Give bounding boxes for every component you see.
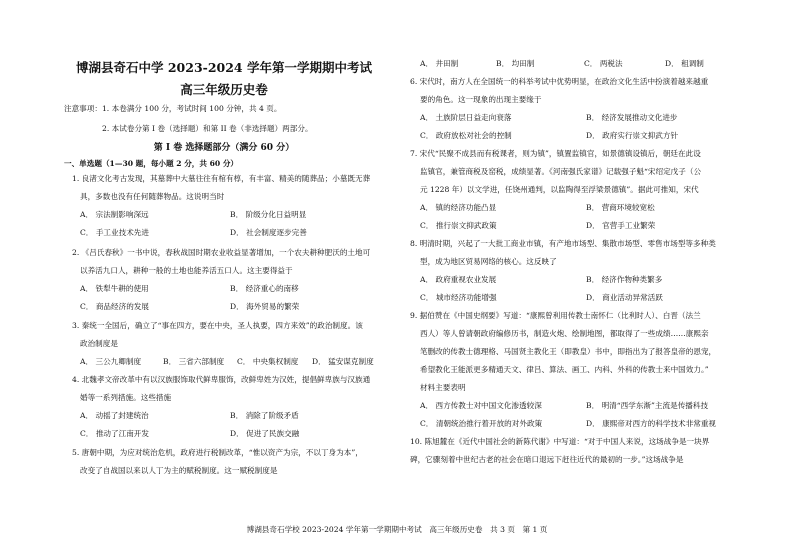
q1-option-a: A． 宗法制影响深远: [80, 210, 149, 219]
q6-option-b: B． 经济发展推动文化进步: [586, 113, 678, 122]
q1-option-c: C． 手工业技术先进: [80, 228, 149, 237]
q9-stem-2: 西人）等人曾请朝政府编修历书，制造火炮、绘制地图，都取得了一些成绩……康熙亲: [420, 329, 709, 338]
page-footer: 博湖县奇石学校 2023-2024 学年第一学期期中考试 高三年级历史卷 共 3 页 第 1 页: [246, 525, 548, 534]
q7-stem-1: 7. 宋代“民聚不成县而有税课者，则为镇”，镇置监镇官，如景德镇设镇后，朝廷在此设: [410, 149, 701, 158]
q4-stem-1: 4. 北魏孝文帝改革中有以汉族服饰取代鲜卑服饰，改鲜卑姓为汉姓，提倡鲜卑族与汉族通: [72, 375, 371, 384]
q2-stem-2: 以养活九口人，耕种一般的土地也能养活五口人。这主要得益于: [80, 266, 293, 275]
q5-option-b: B． 均田制: [496, 59, 535, 68]
q8-option-d: D． 商业活动异常活跃: [586, 293, 663, 302]
q5-option-d: D． 租调制: [665, 59, 704, 68]
q2-option-b: B． 经济重心的南移: [230, 284, 299, 293]
q9-option-a: A． 西方传教士对中国文化渗透较深: [420, 401, 542, 410]
q8-option-c: C． 城市经济功能增强: [420, 293, 497, 302]
q1-option-d: D． 社会制度逐步完善: [230, 228, 307, 237]
q3-option-a: A． 三公九卿制度: [80, 357, 142, 366]
q2-option-d: D． 海外贸易的繁荣: [230, 302, 300, 311]
q2-option-c: C． 商品经济的发展: [80, 302, 149, 311]
q4-option-a: A． 动摇了封建统治: [80, 411, 149, 420]
q5-option-a: A． 井田制: [420, 59, 459, 68]
q9-option-c: C． 清朝统治推行着开放的对外政策: [420, 419, 543, 428]
notes-line-1: 注意事项：1. 本卷满分 100 分，考试时间 100 分钟，共 4 页。: [64, 104, 282, 113]
q4-option-d: D． 促进了民族交融: [230, 429, 300, 438]
q7-option-b: B． 营商环境较宽松: [586, 203, 655, 212]
q7-option-c: C． 推行崇文抑武政策: [420, 221, 497, 230]
q3-option-c: C． 中央集权制度: [237, 357, 299, 366]
q9-stem-3: 笔删改的传教士德理格、马国贤主教化王（即教皇）书中，即指出为了报答皇帝的恩宠，: [420, 347, 717, 356]
q6-option-a: A． 土族阶层日益走向衰落: [420, 113, 512, 122]
q10-stem-1: 10. 陈旭麓在《近代中国社会的新陈代谢》中写道：“对于中国人来说，这场战争是一块界: [410, 437, 710, 446]
q5-stem-2: 改变了自战国以来以人丁为主的赋税制度。这一赋税制度是: [80, 466, 278, 475]
q9-stem-4: 希望教化王能派更多精通天文、律吕、算法、画工、内科、外科的传教士来中国效力。”: [420, 365, 709, 374]
q3-stem-1: 3. 秦统一全国后，确立了“事在四方，要在中央，圣人执要，四方来效”的政治制度。该: [72, 321, 363, 330]
q4-option-c: C． 推动了江南开发: [80, 429, 149, 438]
q4-option-b: B． 消除了阶级矛盾: [230, 411, 299, 420]
q5-stem-1: 5. 唐朝中期，为应对统治危机，政府进行税制改革，“惟以资产为宗，不以丁身为本”，: [72, 448, 363, 457]
q9-stem-5: 材料主要表明: [420, 383, 466, 392]
q6-option-d: D． 政府实行崇文抑武方针: [586, 131, 679, 140]
q3-stem-2: 政治制度是: [80, 339, 118, 348]
q7-stem-3: 元 1228 年）以文学进，任饶州通判，以监陶得至浮梁景德镇”。据此可推知，宋代: [420, 185, 699, 194]
q7-option-a: A． 镇的经济功能凸显: [420, 203, 497, 212]
q8-option-a: A． 政府重视农业发展: [420, 275, 497, 284]
section-title: 第 I 卷 选择题部分（满分 60 分）: [153, 143, 295, 153]
q3-option-b: B． 三省六部制度: [163, 357, 225, 366]
q8-stem-2: 型，成为地区贸易网络的核心。这反映了: [420, 257, 557, 266]
notes-line-2: 2. 本试卷分第 I 卷（选择题）和第 II 卷（非选择题）两部分。: [102, 124, 313, 133]
q7-stem-2: 监镇官，兼管商税及窑税，成绩显著。《河南强氏家谱》记载强子魁“宋绍定戊子（公: [420, 167, 702, 176]
q3-option-d: D． 猛安谋克制度: [312, 357, 374, 366]
q9-option-d: D． 康熙帝对西方的科学技术非常重视: [586, 419, 717, 428]
q2-stem-1: 2. 《吕氏春秋》一书中说，春秋战国时期农业收益显著增加，一个农夫耕种肥沃的土地可: [72, 248, 371, 257]
q2-option-a: A． 铁犁牛耕的使用: [80, 284, 149, 293]
q6-option-c: C． 政府放松对社会的控制: [420, 131, 512, 140]
q9-option-b: B． 明清“西学东渐”主流是传播科技: [586, 401, 709, 410]
q4-stem-2: 婚等一系列措施。这些措施: [80, 393, 172, 402]
part-title: 一、单选题（1—30 题，每小题 2 分，共 60 分）: [64, 159, 239, 168]
q6-stem-2: 要的角色。这一现象的出现主要缘于: [420, 95, 542, 104]
exam-subtitle: 高三年级历史卷: [180, 82, 268, 97]
q7-option-d: D． 官营手工业繁荣: [586, 221, 656, 230]
q6-stem-1: 6. 宋代时，南方人在全国统一的科举考试中优势明显，在政治文化生活中扮演着越来越重: [410, 77, 709, 86]
q9-stem-1: 9. 据伯赞在《中国史纲要》写道：“康熙曾利用传教士南怀仁（比利时人）、白晋（法兰: [410, 311, 701, 320]
q8-option-b: B． 经济作物种类繁多: [586, 275, 663, 284]
q10-stem-2: 碑，它骤刻着中世纪古老的社会在暗口退远下赶往近代的最初的一步。”这场战争是: [410, 455, 684, 464]
q1-option-b: B． 阶级分化日益明显: [230, 210, 307, 219]
q8-stem-1: 8. 明清时期，兴起了一大批工商业市镇，有产地市场型、集散市场型、零售市场型等多种类: [410, 239, 716, 248]
exam-title: 博湖县奇石中学 2023-2024 学年第一学期期中考试: [76, 60, 372, 75]
q1-stem-2: 具，多数也没有任何随葬物品。这说明当时: [80, 192, 225, 201]
q5-option-c: C． 两税法: [584, 59, 623, 68]
q1-stem-1: 1. 良渚文化考古发现，其墓葬中大墓往往有棺有椁，有丰富、精美的随葬品；小墓既无葬: [72, 174, 371, 183]
